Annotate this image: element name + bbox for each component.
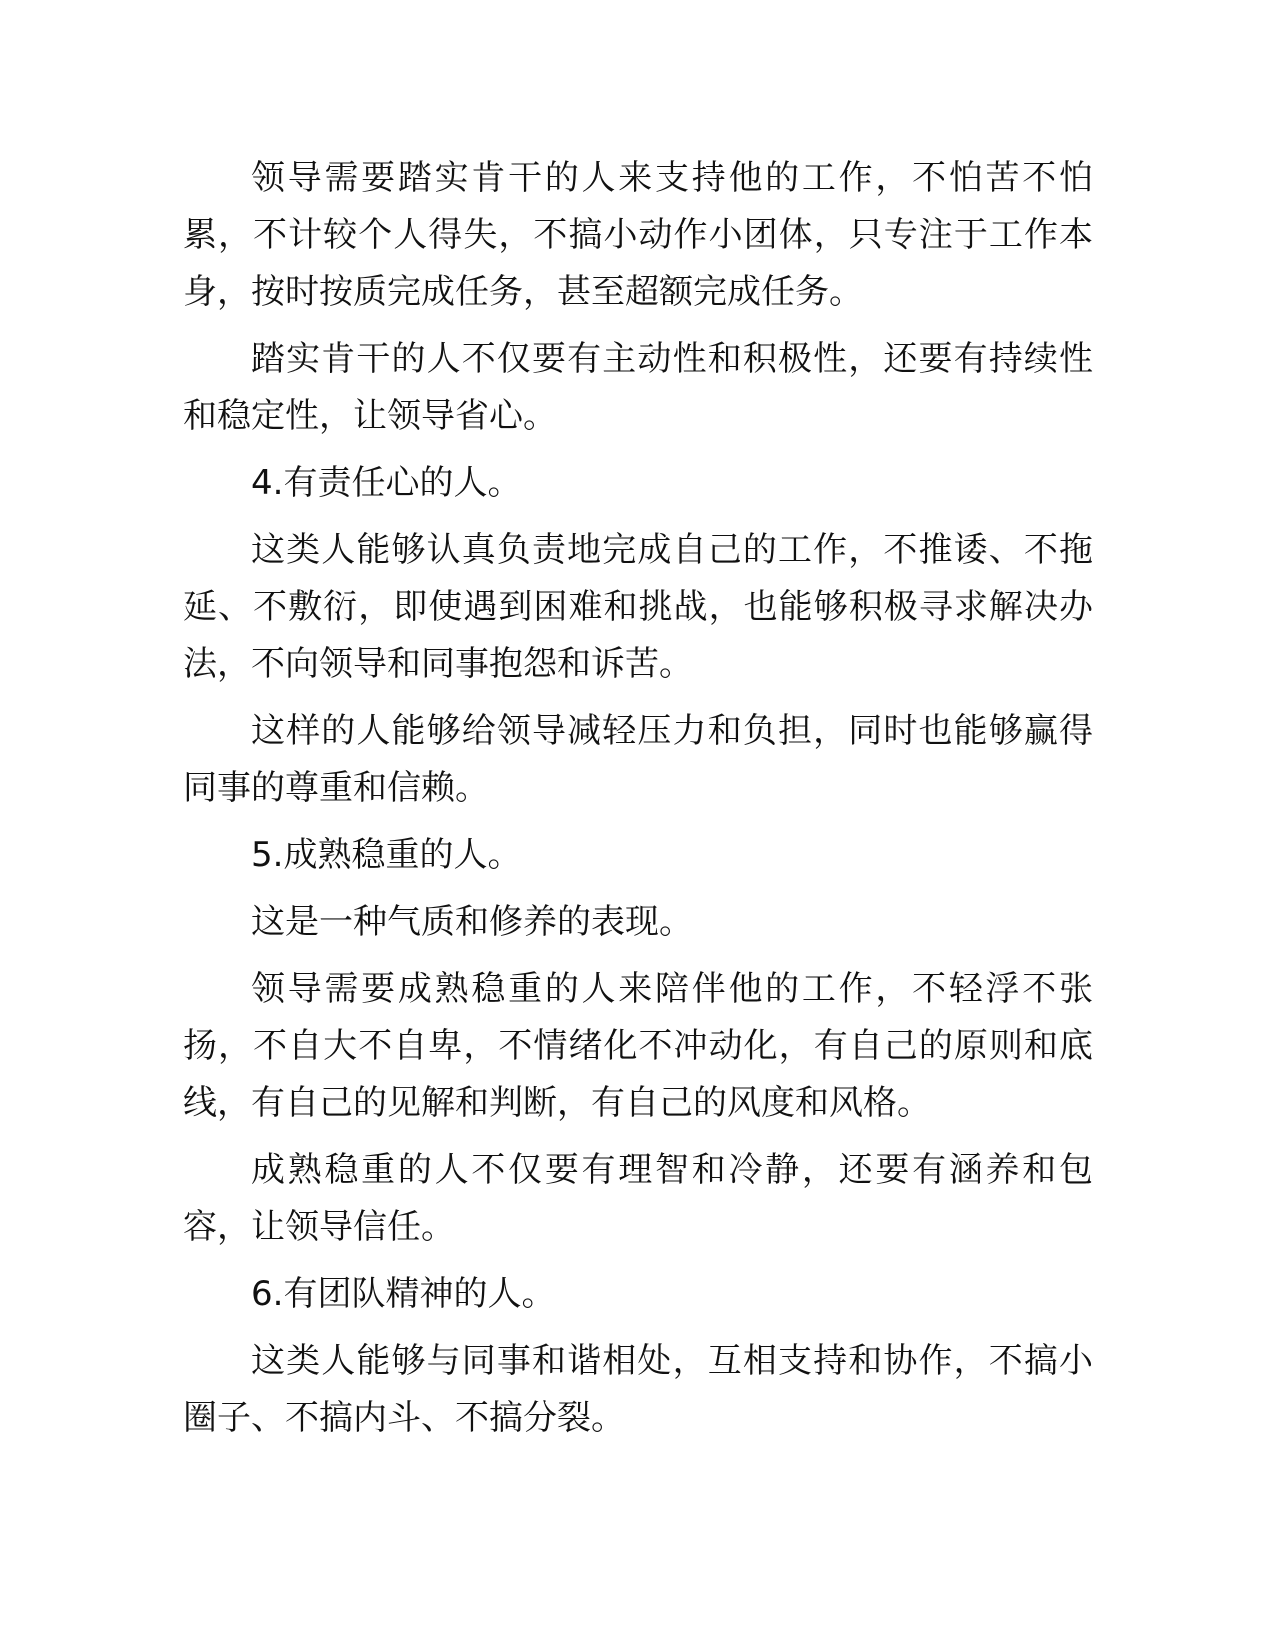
paragraph: 这类人能够与同事和谐相处，互相支持和协作，不搞小圈子、不搞内斗、不搞分裂。 — [183, 1341, 1093, 1438]
section-heading: 4.有责任心的人。 — [251, 463, 522, 503]
section-heading: 6.有团队精神的人。 — [251, 1274, 556, 1314]
paragraph: 成熟稳重的人不仅要有理智和冷静，还要有涵养和包容，让领导信任。 — [183, 1150, 1093, 1247]
paragraph: 踏实肯干的人不仅要有主动性和积极性，还要有持续性和稳定性，让领导省心。 — [183, 339, 1093, 436]
paragraph: 领导需要踏实肯干的人来支持他的工作，不怕苦不怕累，不计较个人得失，不搞小动作小团体，只专注于工作本身，按时按质完成任务，甚至超额完成任务。 — [183, 158, 1093, 312]
paragraph: 领导需要成熟稳重的人来陪伴他的工作，不轻浮不张扬，不自大不自卑，不情绪化不冲动化，有自己的原则和底线，有自己的见解和判断，有自己的风度和风格。 — [183, 969, 1093, 1123]
paragraph: 这是一种气质和修养的表现。 — [251, 902, 693, 942]
paragraph: 这样的人能够给领导减轻压力和负担，同时也能够赢得同事的尊重和信赖。 — [183, 711, 1093, 808]
paragraph: 这类人能够认真负责地完成自己的工作，不推诿、不拖延、不敷衍，即使遇到困难和挑战，也能够积极寻求解决办法，不向领导和同事抱怨和诉苦。 — [183, 530, 1093, 684]
section-heading: 5.成熟稳重的人。 — [251, 835, 522, 875]
document-body — [183, 150, 1093, 1457]
